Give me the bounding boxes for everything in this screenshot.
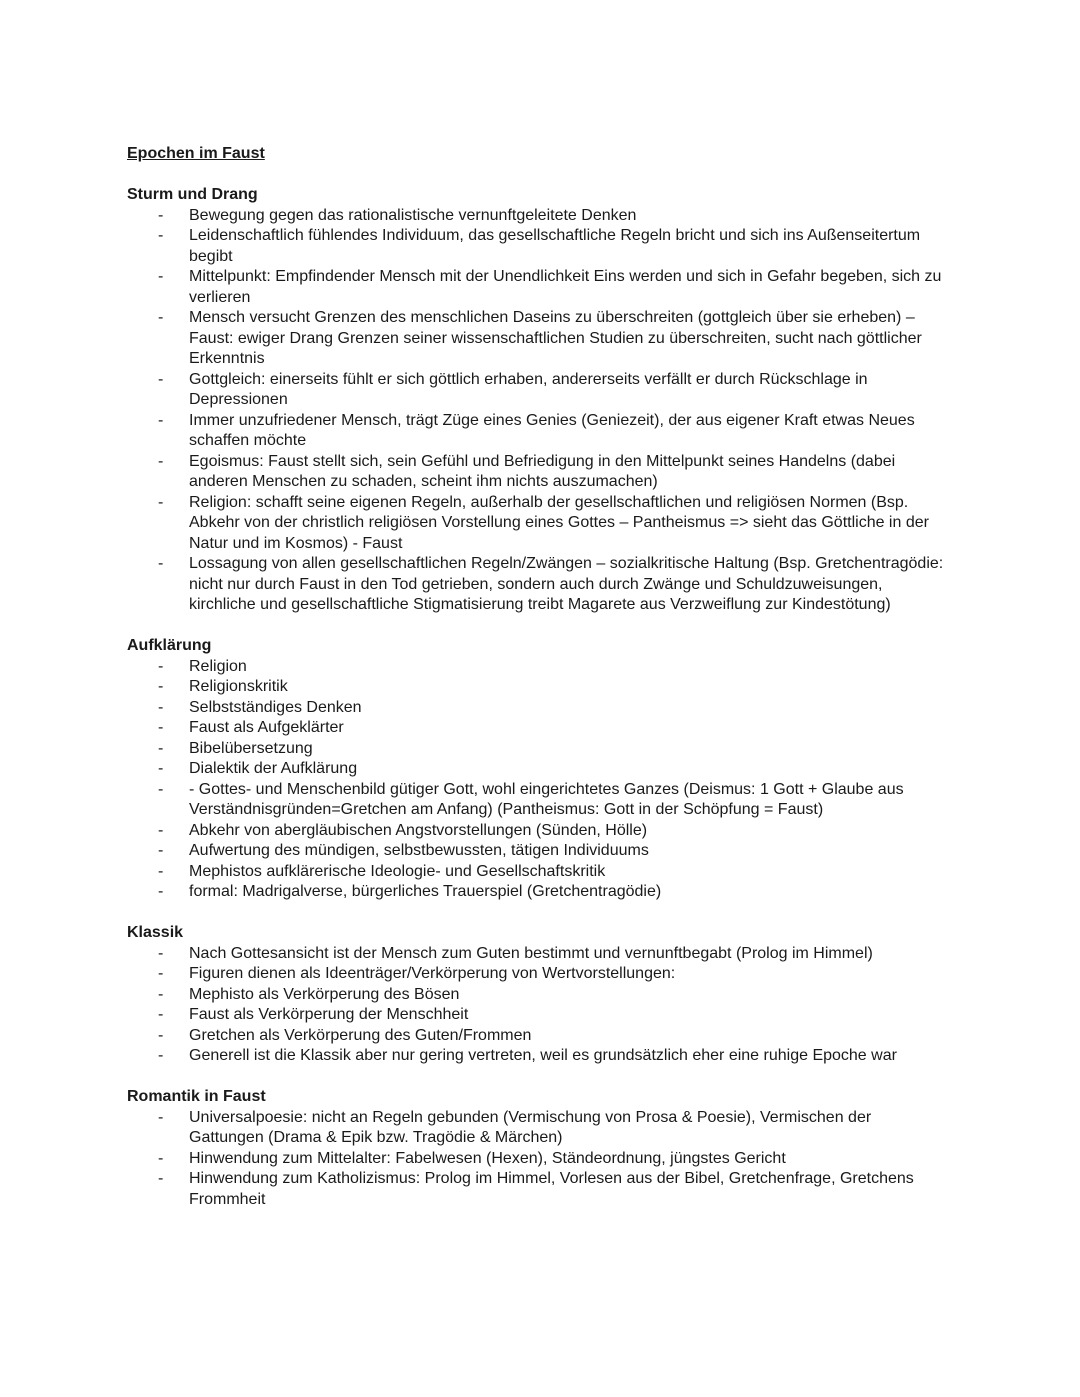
bullet-dash: - <box>158 657 164 675</box>
list-item <box>127 882 947 903</box>
list-item-text: Faust als Verkörperung der Menschheit <box>189 1006 469 1023</box>
bullet-dash: - <box>158 678 164 695</box>
bullet-dash: - <box>158 1026 164 1044</box>
list-item-text: - Gottes- und Menschenbild gütiger Gott, wohl eingerichtetes Ganzes (Deismus: 1 Gott + Glaube aus Verständnisgründen=Gretchen am Anfang) (Pantheismus: Gott in der Schöpfung = Faust) <box>189 780 904 818</box>
bullet-dash: - <box>158 452 164 470</box>
list-item-text: Egoismus: Faust stellt sich, sein Gefühl und Befriedigung in den Mittelpunkt seines Handelns (dabei anderen Menschen zu schaden, scheint ihm nichts auszumachen) <box>189 452 896 490</box>
list-item-text: Generell ist die Klassik aber nur gering vertreten, weil es grundsätzlich eher eine ruhige Epoche war <box>189 1047 897 1064</box>
list-item <box>127 1046 947 1067</box>
list-item-text: Religion <box>189 657 247 675</box>
section-sturm-und-drang <box>127 185 950 616</box>
list-item-text: formal: Madrigalverse, bürgerliches Trauerspiel (Gretchentragödie) <box>189 883 662 900</box>
list-item <box>127 1108 947 1149</box>
bullet-dash: - <box>158 719 164 736</box>
bullet-dash: - <box>158 821 164 839</box>
list-item-text: Immer unzufriedener Mensch, trägt Züge eines Genies (Geniezeit), der aus eigener Kraft etwas Neues schaffen möchte <box>189 411 915 449</box>
sections <box>127 185 950 1210</box>
list-item-text: Figuren dienen als Ideenträger/Verkörperung von Wertvorstellungen: <box>189 965 676 982</box>
list-item <box>127 206 947 227</box>
list-item-text: Leidenschaftlich fühlendes Individuum, das gesellschaftliche Regeln bricht und sich ins Außenseitertum begibt <box>189 227 921 265</box>
list-item <box>127 759 947 780</box>
list-item <box>127 452 947 493</box>
bullet-dash: - <box>158 780 164 798</box>
document-content <box>127 144 950 1210</box>
page-title: Epochen im Faust <box>127 145 265 162</box>
list-item <box>127 493 947 555</box>
bullet-dash: - <box>158 1108 164 1126</box>
bullet-list <box>127 657 950 903</box>
list-item-text: Abkehr von abergläubischen Angstvorstellungen (Sünden, Hölle) <box>189 821 648 839</box>
list-item <box>127 1005 947 1026</box>
bullet-dash: - <box>158 883 164 900</box>
bullet-dash: - <box>158 739 164 757</box>
bullet-dash: - <box>158 268 164 285</box>
bullet-dash: - <box>158 1149 164 1167</box>
list-item-text: Religion: schafft seine eigenen Regeln, außerhalb der gesellschaftlichen und religiösen Normen (Bsp. Abkehr von der christlich religiösen Vorstellung eines Gottes – Pantheismus => sieht das Göttliche in der Natur und im Kosmos) - Faust <box>189 493 929 552</box>
list-item <box>127 944 947 965</box>
list-item-text: Gretchen als Verkörperung des Guten/Frommen <box>189 1026 532 1044</box>
list-item <box>127 1026 947 1047</box>
bullet-list <box>127 944 950 1067</box>
bullet-list <box>127 206 950 616</box>
bullet-dash: - <box>158 862 164 880</box>
section-heading: Aufklärung <box>127 637 212 654</box>
bullet-dash: - <box>158 493 164 511</box>
bullet-dash: - <box>158 760 164 777</box>
bullet-dash: - <box>158 985 164 1003</box>
bullet-dash: - <box>158 842 164 859</box>
section-heading: Klassik <box>127 924 184 941</box>
bullet-dash: - <box>158 227 164 244</box>
list-item <box>127 267 947 308</box>
list-item <box>127 739 947 760</box>
section-heading: Romantik in Faust <box>127 1088 266 1105</box>
section-heading: Sturm und Drang <box>127 186 258 203</box>
list-item <box>127 411 947 452</box>
list-item-text: Universalpoesie: nicht an Regeln gebunden (Vermischung von Prosa & Poesie), Vermischen der Gattungen (Drama & Epik bzw. Tragödie & Märchen) <box>189 1108 872 1146</box>
list-item-text: Hinwendung zum Katholizismus: Prolog im Himmel, Vorlesen aus der Bibel, Gretchenfrage, Gretchens Frommheit <box>189 1170 914 1208</box>
bullet-dash: - <box>158 698 164 716</box>
list-item-text: Mephisto als Verkörperung des Bösen <box>189 985 460 1003</box>
list-item <box>127 657 947 678</box>
list-item <box>127 964 947 985</box>
bullet-dash: - <box>158 411 164 429</box>
list-item <box>127 308 947 370</box>
bullet-dash: - <box>158 370 164 388</box>
list-item-text: Religionskritik <box>189 678 288 695</box>
bullet-dash: - <box>158 555 164 572</box>
list-item <box>127 985 947 1006</box>
list-item-text: Selbstständiges Denken <box>189 698 362 716</box>
bullet-dash: - <box>158 1170 164 1187</box>
list-item <box>127 841 947 862</box>
bullet-dash: - <box>158 309 164 326</box>
list-item <box>127 677 947 698</box>
list-item-text: Mittelpunkt: Empfindender Mensch mit der Unendlichkeit Eins werden und sich in Gefahr begeben, sich zu verlieren <box>189 268 942 306</box>
bullet-dash: - <box>158 944 164 962</box>
list-item-text: Bewegung gegen das rationalistische vernunftgeleitete Denken <box>189 206 637 224</box>
list-item <box>127 226 947 267</box>
bullet-dash: - <box>158 965 164 982</box>
list-item <box>127 1169 947 1210</box>
list-item <box>127 821 947 842</box>
list-item-text: Nach Gottesansicht ist der Mensch zum Guten bestimmt und vernunftbegabt (Prolog im Himmel) <box>189 944 873 962</box>
bullet-list <box>127 1108 950 1211</box>
list-item-text: Mephistos aufklärerische Ideologie- und Gesellschaftskritik <box>189 862 606 880</box>
list-item <box>127 718 947 739</box>
bullet-dash: - <box>158 1047 164 1064</box>
list-item-text: Mensch versucht Grenzen des menschlichen Daseins zu überschreiten (gottgleich über sie erheben) – Faust: ewiger Drang Grenzen seiner wissenschaftlichen Studien zu überschreiten, sucht nach göttlicher Erkenntnis <box>189 309 922 367</box>
list-item <box>127 554 947 616</box>
list-item-text: Hinwendung zum Mittelalter: Fabelwesen (Hexen), Ständeordnung, jüngstes Gericht <box>189 1149 786 1167</box>
list-item-text: Lossagung von allen gesellschaftlichen Regeln/Zwängen – sozialkritische Haltung (Bsp. Gretchentragödie: nicht nur durch Faust in den Tod getrieben, sondern auch durch Zwänge und Schuldzuweisungen, kirchliche und gesellschaftliche Stigmatisierung treibt Magarete aus Verzweiflung zur Kindestötung) <box>189 555 944 613</box>
section-aufklaerung <box>127 636 950 903</box>
section-romantik-in-faust <box>127 1087 950 1210</box>
list-item <box>127 370 947 411</box>
section-klassik <box>127 923 950 1067</box>
list-item <box>127 780 947 821</box>
list-item <box>127 698 947 719</box>
list-item-text: Bibelübersetzung <box>189 739 313 757</box>
list-item-text: Gottgleich: einerseits fühlt er sich göttlich erhaben, andererseits verfällt er durch Rückschlage in Depressionen <box>189 370 868 408</box>
list-item-text: Aufwertung des mündigen, selbstbewussten, tätigen Individuums <box>189 842 649 859</box>
bullet-dash: - <box>158 206 164 224</box>
list-item-text: Faust als Aufgeklärter <box>189 719 344 736</box>
list-item <box>127 1149 947 1170</box>
list-item-text: Dialektik der Aufklärung <box>189 760 358 777</box>
bullet-dash: - <box>158 1006 164 1023</box>
list-item <box>127 862 947 883</box>
